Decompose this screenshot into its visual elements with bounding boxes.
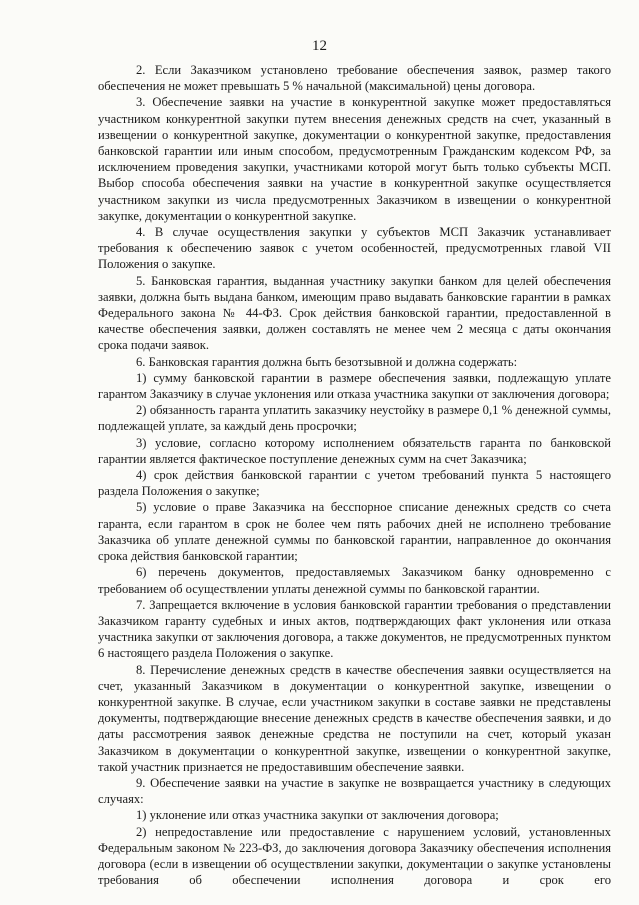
list-item: 4) срок действия банковской гарантии с учетом требований пункта 5 настоящего раздела Положения о закупке; (98, 468, 611, 499)
list-item: 3) условие, согласно которому исполнением обязательств гаранта по банковской гарантии является фактическое поступление денежных сумм на счет Заказчика; (98, 435, 611, 466)
paragraph: 2. Если Заказчиком установлено требование обеспечения заявок, размер такого обеспечения не может превышать 5 % начальной (максимальной) цены договора. (98, 63, 611, 94)
paragraph: 8. Перечисление денежных средств в качестве обеспечения заявки осуществляется на счет, указанный Заказчиком в документации о конкурентной закупке, извещении о конкурентной закупке. В случае, если участником закупки в составе заявки не представлены документы, подтверждающие внесение денежных средств в качестве обеспечения заявки, и до даты рассмотрения заявок денежные средства не поступили на счет, который указан Заказчиком в документации о конкурентной закупке, извещении о конкурентной закупке, такой участник признается не предоставившим обеспечение заявки. (98, 662, 611, 774)
paragraph: 6. Банковская гарантия должна быть безотзывной и должна содержать: (136, 354, 518, 369)
list-item: 1) уклонение или отказ участника закупки от заключения договора; (136, 808, 499, 823)
list-item: 6) перечень документов, предоставляемых Заказчиком банку одновременно с требованием об осуществлении уплаты денежной суммы по банковской гарантии. (98, 565, 611, 596)
paragraph: 4. В случае осуществления закупки у субъектов МСП Заказчик устанавливает требования к обеспечению заявок с учетом особенностей, предусмотренных главой VII Положения о закупке. (98, 225, 611, 272)
page-number: 12 (312, 38, 327, 54)
document-body (98, 62, 611, 888)
paragraph: 7. Запрещается включение в условия банковской гарантии требования о представлении Заказчиком гаранту судебных и иных актов, подтверждающих факт уклонения или отказа участника закупки от заключения договора, а также документов, не предусмотренных пунктом 6 настоящего раздела Положения о закупке. (98, 597, 611, 661)
paragraph: 5. Банковская гарантия, выданная участнику закупки банком для целей обеспечения заявки, должна быть выдана банком, имеющим право выдавать банковские гарантии в рамках Федерального закона № 44-ФЗ. Срок действия банковской гарантии, предоставленной в качестве обеспечения заявки, должен составлять не менее чем 2 месяца с даты окончания срока подачи заявок. (98, 273, 611, 353)
list-item: 2) непредоставление или предоставление с нарушением условий, установленных Федеральным законом № 223-ФЗ, до заключения договора Заказчику обеспечения исполнения договора (если в извещении об осуществлении закупки, документации о закупке установлены требования об обеспечении исполнения договора и срок его (98, 824, 611, 888)
list-item: 2) обязанность гаранта уплатить заказчику неустойку в размере 0,1 % денежной суммы, подлежащей уплате, за каждый день просрочки; (98, 403, 611, 434)
list-item: 5) условие о праве Заказчика на бесспорное списание денежных средств со счета гаранта, если гарантом в срок не более чем пять рабочих дней не исполнено требование Заказчика об уплате денежной суммы по банковской гарантии, направленное до окончания срока действия банковской гарантии; (98, 500, 611, 564)
list-item: 1) сумму банковской гарантии в размере обеспечения заявки, подлежащую уплате гарантом Заказчику в случае уклонения или отказа участника закупки от заключения договора; (98, 370, 611, 402)
paragraph: 3. Обеспечение заявки на участие в конкурентной закупке может предоставляться участником конкурентной закупки путем внесения денежных средств на счет, указанный в извещении о конкурентной закупке, документации о конкурентной закупке, предоставления банковской гарантии или иным способом, предусмотренным Гражданским кодексом РФ, за исключением проведения закупки, участниками которой могут быть только субъекты МСП. Выбор способа обеспечения заявки на участие в конкурентной закупке осуществляется участником закупки из числа предусмотренных Заказчиком в извещении о конкурентной закупке, документации о конкурентной закупке. (98, 95, 611, 223)
paragraph: 9. Обеспечение заявки на участие в закупке не возвращается участнику в следующих случаях: (98, 775, 611, 807)
